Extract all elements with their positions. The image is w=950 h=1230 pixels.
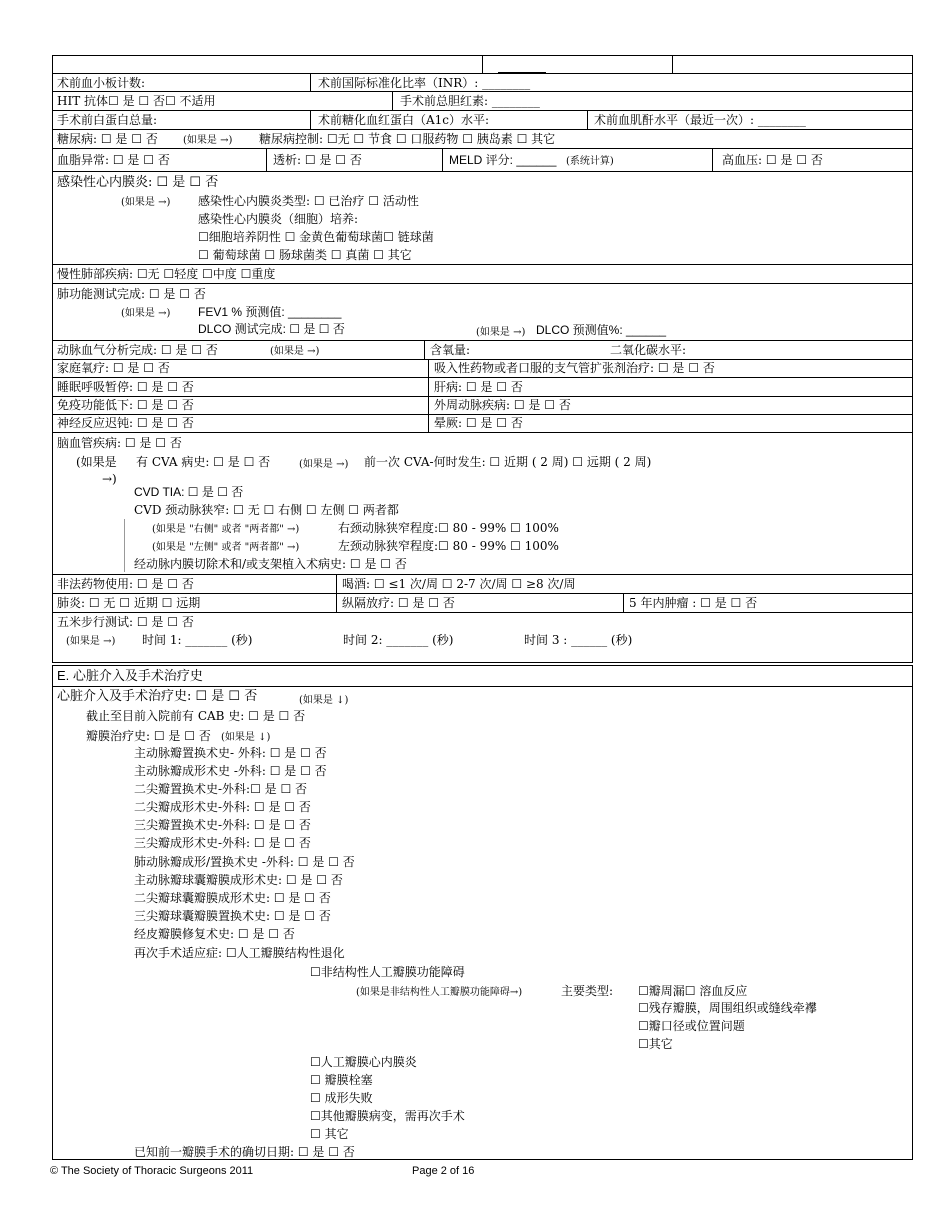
cvd-if-note-2: →) bbox=[102, 472, 117, 486]
nonstructural-option[interactable]: ☐非结构性人工瓣膜功能障碍 bbox=[310, 965, 465, 979]
valve-history-field[interactable]: 瓣膜治疗史: ☐ 是 ☐ 否 bbox=[86, 729, 211, 743]
valve-item[interactable]: 三尖瓣置换术史-外科: ☐ 是 ☐ 否 bbox=[134, 818, 311, 832]
left-if-note: (如果是 "左侧" 或者 "两者都" →) bbox=[152, 542, 300, 553]
culture-options-2[interactable]: ☐ 葡萄球菌 ☐ 肠球菌类 ☐ 真菌 ☐ 其它 bbox=[198, 248, 412, 262]
section-e-header: E. 心脏介入及手术治疗史 bbox=[57, 668, 203, 683]
left-stenosis-field[interactable]: 左颈动脉狭窄程度:☐ 80 - 99% ☐ 100% bbox=[338, 539, 559, 553]
abg-field[interactable]: 动脉血气分析完成: ☐ 是 ☐ 否 bbox=[57, 343, 218, 357]
cardiac-history-if-note: (如果是 ↓) bbox=[299, 695, 349, 706]
valve-item[interactable]: 主动脉瓣球囊瓣膜成形术史: ☐ 是 ☐ 否 bbox=[134, 873, 343, 887]
page-number: Page 2 of 16 bbox=[412, 1165, 475, 1177]
valve-item[interactable]: 三尖瓣球囊瓣膜置换术史: ☐ 是 ☐ 否 bbox=[134, 909, 331, 923]
indication-option[interactable]: ☐其他瓣膜病变，需再次手术 bbox=[310, 1109, 465, 1123]
walk-test-field[interactable]: 五米步行测试: ☐ 是 ☐ 否 bbox=[57, 615, 194, 629]
dialysis-field[interactable]: 透析: ☐ 是 ☐ 否 bbox=[273, 153, 362, 167]
walk-time-3[interactable]: 时间 3 : ______ (秒) bbox=[524, 633, 633, 647]
indication-option[interactable]: ☐人工瓣膜心内膜炎 bbox=[310, 1055, 417, 1069]
endarterectomy-field[interactable]: 经动脉内膜切除术和/或支架植入术病史: ☐ 是 ☐ 否 bbox=[134, 557, 407, 571]
dyslipidemia-field[interactable]: 血脂异常: ☐ 是 ☐ 否 bbox=[57, 153, 170, 167]
valve-item[interactable]: 主动脉瓣置换术史- 外科: ☐ 是 ☐ 否 bbox=[134, 746, 327, 760]
creatinine-field[interactable]: 术前血肌酐水平（最近一次）: ________ bbox=[594, 113, 806, 127]
copyright: © The Society of Thoracic Surgeons 2011 bbox=[50, 1165, 254, 1177]
cvd-if-note-1: (如果是 bbox=[76, 455, 117, 469]
type-option[interactable]: ☐瓣周漏☐ 溶血反应 bbox=[638, 984, 748, 998]
redo-indication-field[interactable]: 再次手术适应症: ☐人工瓣膜结构性退化 bbox=[134, 946, 345, 960]
main-type-label: 主要类型: bbox=[561, 984, 614, 998]
diabetes-field[interactable]: 糖尿病: ☐ 是 ☐ 否 bbox=[57, 132, 158, 146]
carotid-stenosis-field[interactable]: CVD 颈动脉狭窄: ☐ 无 ☐ 右侧 ☐ 左侧 ☐ 两者都 bbox=[134, 503, 399, 517]
valve-item[interactable]: 二尖瓣置换术史-外科:☐ 是 ☐ 否 bbox=[134, 782, 308, 796]
walk-if-note: (如果是 →) bbox=[66, 636, 116, 647]
pneumonia-field[interactable]: 肺炎: ☐ 无 ☐ 近期 ☐ 远期 bbox=[57, 596, 201, 610]
cardiac-history-field[interactable]: 心脏介入及手术治疗史: ☐ 是 ☐ 否 bbox=[57, 689, 258, 704]
copd-field[interactable]: 慢性肺部疾病: ☐无 ☐轻度 ☐中度 ☐重度 bbox=[57, 267, 276, 281]
valve-item[interactable]: 二尖瓣球囊瓣膜成形术史: ☐ 是 ☐ 否 bbox=[134, 891, 331, 905]
sleep-apnea-field[interactable]: 睡眠呼吸暂停: ☐ 是 ☐ 否 bbox=[57, 380, 194, 394]
endocarditis-if-note: (如果是 →) bbox=[121, 197, 171, 208]
hit-antibody-field[interactable]: HIT 抗体☐ 是 ☐ 否☐ 不适用 bbox=[57, 94, 216, 108]
endocarditis-culture-label: 感染性心内膜炎（细胞）培养: bbox=[198, 212, 359, 226]
indication-option[interactable]: ☐ 成形失败 bbox=[310, 1091, 373, 1105]
mediastinal-radiation-field[interactable]: 纵隔放疗: ☐ 是 ☐ 否 bbox=[342, 596, 455, 610]
indication-option[interactable]: ☐ 其它 bbox=[310, 1127, 349, 1141]
dlco-if-note: (如果是 →) bbox=[476, 327, 526, 338]
cva-when-field[interactable]: 前一次 CVA-何时发生: ☐ 近期 ( 2 周) ☐ 远期 ( 2 周) bbox=[364, 455, 652, 469]
bilirubin-field[interactable]: 手术前总胆红素: ________ bbox=[400, 94, 540, 108]
type-option[interactable]: ☐残存瓣膜，周围组织或缝线牵襻 bbox=[638, 1001, 817, 1015]
cva-if-note: (如果是 →) bbox=[299, 459, 349, 470]
syncope-field[interactable]: 晕厥: ☐ 是 ☐ 否 bbox=[434, 416, 523, 430]
albumin-label: 手术前白蛋白总量: bbox=[57, 113, 158, 127]
home-oxygen-field[interactable]: 家庭氧疗: ☐ 是 ☐ 否 bbox=[57, 361, 170, 375]
diabetes-if-note: (如果是 →) bbox=[183, 135, 233, 146]
valve-history-if-note: (如果是 ↓) bbox=[221, 732, 271, 743]
cva-history-field[interactable]: 有 CVA 病史: ☐ 是 ☐ 否 bbox=[136, 455, 271, 469]
cvd-field[interactable]: 脑血管疾病: ☐ 是 ☐ 否 bbox=[57, 436, 182, 450]
endocarditis-field[interactable]: 感染性心内膜炎: ☐ 是 ☐ 否 bbox=[57, 175, 219, 190]
nonstructural-if-note: (如果是非结构性人工瓣膜功能障碍→) bbox=[356, 987, 523, 998]
walk-time-1[interactable]: 时间 1: _______ (秒) bbox=[142, 633, 253, 647]
walk-time-2[interactable]: 时间 2: _______ (秒) bbox=[343, 633, 454, 647]
valve-item[interactable]: 肺动脉瓣成形/置换术史 -外科: ☐ 是 ☐ 否 bbox=[134, 855, 355, 869]
prior-valve-date-field[interactable]: 已知前一瓣膜手术的确切日期: ☐ 是 ☐ 否 bbox=[134, 1145, 355, 1159]
hypertension-field[interactable]: 高血压: ☐ 是 ☐ 否 bbox=[722, 153, 823, 167]
meld-calc-note: (系统计算) bbox=[566, 156, 614, 167]
alcohol-field[interactable]: 喝酒: ☐ ≤1 次/周 ☐ 2-7 次/周 ☐ ≥8 次/周 bbox=[342, 577, 576, 591]
valve-item[interactable]: 三尖瓣成形术史-外科: ☐ 是 ☐ 否 bbox=[134, 836, 311, 850]
platelet-label: 术前血小板计数: bbox=[57, 76, 146, 90]
inr-field[interactable]: 术前国际标准化比率（INR）: ________ bbox=[318, 76, 531, 90]
meld-field[interactable]: MELD 评分: ______ bbox=[449, 153, 557, 167]
diabetes-control-field[interactable]: 糖尿病控制: ☐无 ☐ 节食 ☐ 口服药物 ☐ 胰岛素 ☐ 其它 bbox=[259, 132, 556, 146]
right-stenosis-field[interactable]: 右颈动脉狭窄程度:☐ 80 - 99% ☐ 100% bbox=[338, 521, 559, 535]
type-option[interactable]: ☐其它 bbox=[638, 1037, 673, 1051]
cancer-field[interactable]: 5 年内肿瘤 : ☐ 是 ☐ 否 bbox=[629, 596, 758, 610]
liver-disease-field[interactable]: 肝病: ☐ 是 ☐ 否 bbox=[434, 380, 523, 394]
co2-label: 二氧化碳水平: bbox=[610, 343, 687, 357]
pft-field[interactable]: 肺功能测试完成: ☐ 是 ☐ 否 bbox=[57, 287, 206, 301]
indication-option[interactable]: ☐ 瓣膜栓塞 bbox=[310, 1073, 373, 1087]
dlco-test-field[interactable]: DLCO 测试完成: ☐ 是 ☐ 否 bbox=[198, 322, 345, 336]
valve-item[interactable]: 主动脉瓣成形术史 -外科: ☐ 是 ☐ 否 bbox=[134, 764, 327, 778]
cab-history-field[interactable]: 截止至目前入院前有 CAB 史: ☐ 是 ☐ 否 bbox=[86, 709, 306, 723]
pft-if-note: (如果是 →) bbox=[121, 308, 171, 319]
a1c-label: 术前糖化血红蛋白（A1c）水平: bbox=[318, 113, 490, 127]
abg-if-note: (如果是 →) bbox=[270, 346, 320, 357]
pad-field[interactable]: 外周动脉疾病: ☐ 是 ☐ 否 bbox=[434, 398, 571, 412]
dlco-predicted-field[interactable]: DLCO 预测值%: ______ bbox=[536, 323, 667, 337]
right-if-note: (如果是 "右侧" 或者 "两者都" →) bbox=[152, 524, 300, 535]
endocarditis-type-field[interactable]: 感染性心内膜炎类型: ☐ 已治疗 ☐ 活动性 bbox=[198, 194, 419, 208]
valve-item[interactable]: 经皮瓣膜修复术史: ☐ 是 ☐ 否 bbox=[134, 927, 295, 941]
inhaled-meds-field[interactable]: 吸入性药物或者口服的支气管扩张剂治疗: ☐ 是 ☐ 否 bbox=[434, 361, 715, 375]
neuro-field[interactable]: 神经反应迟钝: ☐ 是 ☐ 否 bbox=[57, 416, 194, 430]
fev1-field[interactable]: FEV1 % 预测值: ________ bbox=[198, 305, 342, 319]
oxygen-label: 含氧量: bbox=[430, 343, 471, 357]
illicit-drugs-field[interactable]: 非法药物使用: ☐ 是 ☐ 否 bbox=[57, 577, 194, 591]
immunocompromised-field[interactable]: 免疫功能低下: ☐ 是 ☐ 否 bbox=[57, 398, 194, 412]
tia-field[interactable]: CVD TIA: ☐ 是 ☐ 否 bbox=[134, 485, 244, 499]
valve-item[interactable]: 二尖瓣成形术史-外科: ☐ 是 ☐ 否 bbox=[134, 800, 311, 814]
type-option[interactable]: ☐瓣口径或位置问题 bbox=[638, 1019, 745, 1033]
culture-options-1[interactable]: ☐细胞培养阴性 ☐ 金黄色葡萄球菌☐ 链球菌 bbox=[198, 230, 434, 244]
